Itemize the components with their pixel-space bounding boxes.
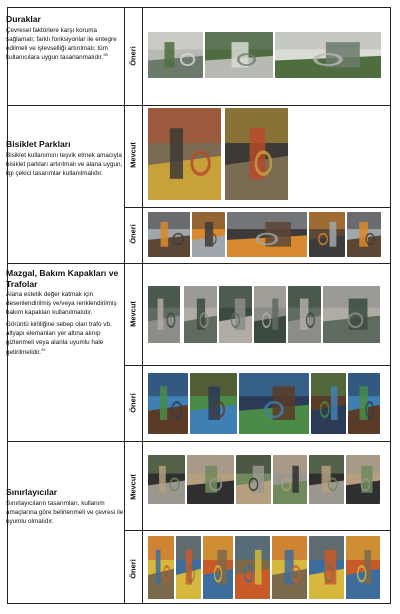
photo-thumbnail [227, 212, 307, 257]
photo-thumbnail [309, 536, 344, 599]
photo-thumbnail [148, 212, 190, 257]
row-divider [124, 365, 390, 366]
row-divider [124, 530, 390, 531]
photo-thumbnail [272, 536, 307, 599]
section-stops [6, 14, 124, 65]
photo-thumbnail [219, 286, 252, 343]
photo-thumbnail [148, 32, 203, 78]
section-title: Duraklar [6, 14, 41, 24]
photo-thumbnail [205, 32, 273, 78]
section-text: Görüntü kirliliğine sebep olan trafo vb. altyapı elemanları yer altına alınıp gizlenmeli veya alanla uyumlu hale getirilmelidir.$^{29}$ [6, 321, 112, 356]
photo-thumbnail [323, 286, 380, 343]
section-barriers [6, 487, 124, 529]
photo-thumbnail [311, 373, 346, 434]
photo-thumbnail [346, 455, 380, 504]
column-divider [124, 8, 125, 603]
footnote-ref: 28 [103, 51, 108, 57]
photo-thumbnail [275, 32, 381, 78]
section-text: Çevresel faktörlere karşı koruma sağlamalı; farklı fonksiyonlar ile entegre edilmeli ve işlevselliği artırılmalı; tüm kullanıcılara uygun tasarlanmalıdır.$^{28}$ [6, 26, 117, 61]
section-divider [8, 105, 390, 106]
photo-thumbnail [190, 373, 237, 434]
section-title: Sınırlayıcılar [6, 487, 58, 497]
photo-thumbnail [225, 108, 288, 200]
photo-thumbnail [347, 212, 381, 257]
photo-thumbnail [148, 373, 188, 434]
photo-thumbnail [236, 455, 271, 504]
section-text: Bisiklet kullanımını teşvik etmek amacıyla bisiklet parkları artırılmalı ve alana uygun, ilgi çekici tasarımlar kullanılmalıdır. [6, 151, 123, 177]
photo-thumbnail [235, 536, 270, 599]
photo-thumbnail [148, 286, 180, 343]
photo-thumbnail [239, 373, 309, 434]
section-text: Sınırlayıcıların tasarımları, kullanım amaçlarına göre belirlenmeli ve çevresi ile uyumlu olmalıdır. [6, 499, 124, 525]
section-grates-covers-transformers [6, 268, 124, 360]
photo-thumbnail [288, 286, 321, 343]
section-title: Bisiklet Parkları [6, 139, 71, 149]
section-divider [8, 441, 390, 442]
photo-thumbnail [148, 536, 174, 599]
photo-thumbnail [273, 455, 307, 504]
photo-thumbnail [187, 455, 234, 504]
photo-thumbnail [254, 286, 286, 343]
section-divider [8, 263, 390, 264]
photo-thumbnail [309, 212, 345, 257]
photo-thumbnail [309, 455, 344, 504]
photo-thumbnail [184, 286, 217, 343]
section-title: Mazgal, Bakım Kapakları ve Trafolar [6, 268, 119, 289]
photo-thumbnail [192, 212, 225, 257]
photo-thumbnail [148, 455, 185, 504]
photo-thumbnail [148, 108, 221, 200]
photo-thumbnail [176, 536, 201, 599]
photo-thumbnail [348, 373, 380, 434]
row-divider [124, 207, 390, 208]
footnote-ref: 29 [41, 346, 46, 352]
photo-thumbnail [346, 536, 380, 599]
photo-thumbnail [203, 536, 233, 599]
section-text: Alana estetik değer katmak için desenlendirilmiş ve/veya renklendirilmiş bakım kapakları kullanılmalıdır. [6, 291, 117, 317]
label-column-divider [142, 8, 143, 603]
section-bike-parking [6, 139, 124, 181]
